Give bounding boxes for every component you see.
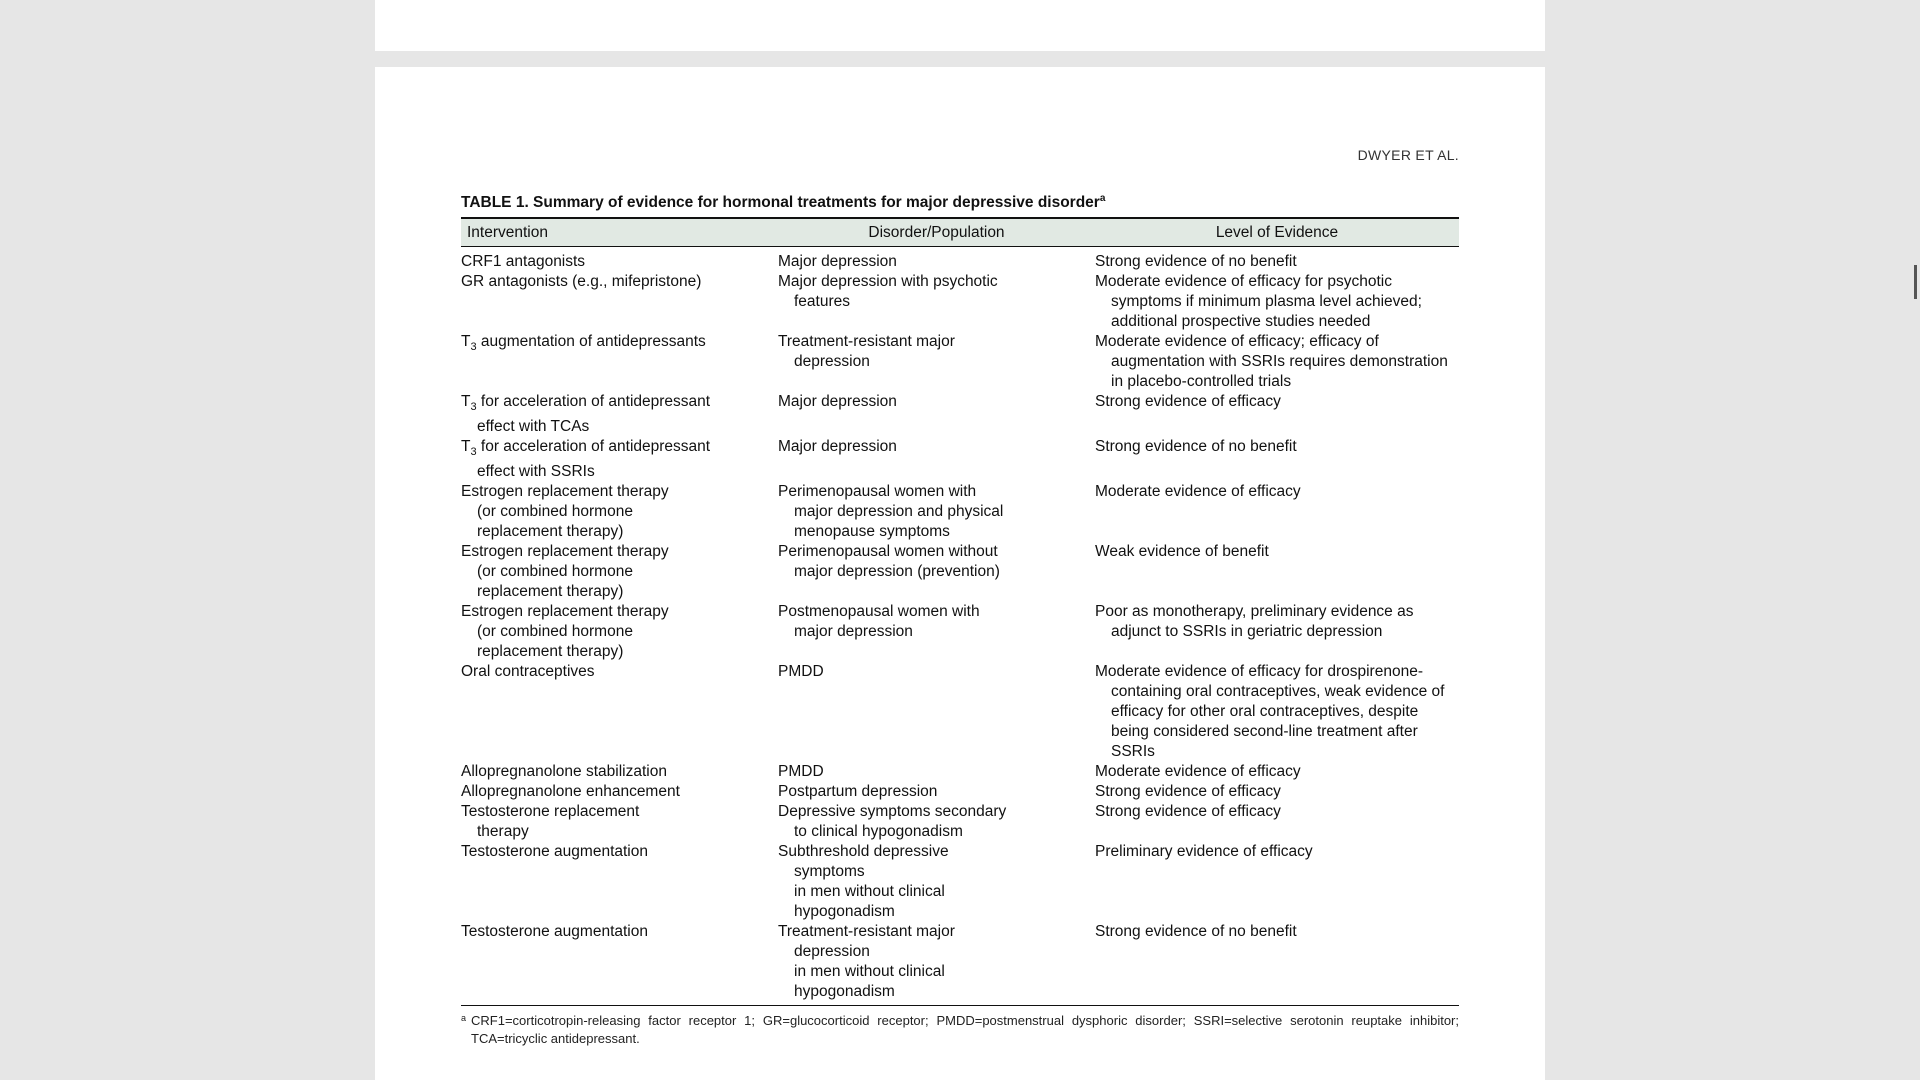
cell-line: Testosterone augmentation: [461, 843, 648, 861]
cell-line: major depression (prevention): [794, 563, 1000, 581]
document-page: [375, 67, 1545, 1080]
cell-intervention: [461, 602, 778, 662]
cell-intervention: [461, 392, 778, 437]
cell-evidence: [1095, 482, 1459, 542]
cell-line: Subthreshold depressive: [778, 843, 949, 861]
cell-line: Allopregnanolone stabilization: [461, 763, 667, 781]
cell-line: Major depression with psychotic: [778, 273, 998, 290]
cell-evidence: [1095, 802, 1459, 842]
table-row: [461, 782, 1459, 802]
cell-line: Postpartum depression: [778, 783, 938, 801]
cell-line: to clinical hypogonadism: [794, 823, 963, 841]
cell-evidence: [1095, 922, 1459, 1002]
table-row: [461, 252, 1459, 272]
cell-line: (or combined hormone: [477, 563, 633, 581]
cell-line: replacement therapy): [477, 523, 624, 541]
cell-intervention: [461, 332, 778, 392]
cell-line: Testosterone augmentation: [461, 923, 648, 941]
cell-line: Moderate evidence of efficacy: [1095, 483, 1301, 501]
cell-line: $T_3$ for acceleration of antidepressant: [461, 393, 711, 414]
cell-line: features: [794, 293, 851, 310]
cell-population: [778, 802, 1095, 842]
cell-line: effect with TCAs: [477, 418, 590, 436]
table-body: [461, 247, 1459, 1006]
cell-line: Moderate evidence of efficacy for psychotic: [1095, 273, 1392, 290]
table-title-text: TABLE 1. Summary of evidence for hormonal treatments for major depressive disorder: [461, 194, 1100, 212]
cell-intervention: [461, 922, 778, 1002]
cell-line: Estrogen replacement therapy: [461, 603, 669, 621]
header-evidence: Level of Evidence: [1215, 223, 1339, 241]
running-head: DWYER ET AL.: [1357, 147, 1459, 163]
cell-line: hypogonadism: [794, 983, 895, 1001]
cell-evidence: [1095, 437, 1459, 482]
cell-intervention: [461, 802, 778, 842]
cell-intervention: [461, 272, 778, 332]
cell-line: containing oral contraceptives, weak evidence of: [1111, 683, 1445, 701]
cell-population: [778, 602, 1095, 662]
cell-population: [778, 922, 1095, 1002]
cell-evidence: [1095, 662, 1459, 762]
cell-line: GR antagonists (e.g., mifepristone): [461, 273, 702, 290]
footnote-text: CRF1=corticotropin-releasing factor receptor 1; GR=glucocorticoid receptor; PMDD=postmenstrual dysphoric disorder; SSRI=selective serotonin reuptake inhibitor; TCA=tricyclic antidepressant.: [471, 1013, 1459, 1047]
cell-intervention: [461, 842, 778, 922]
cell-intervention: [461, 542, 778, 602]
cell-line: Treatment-resistant major: [778, 923, 955, 941]
cell-line: Strong evidence of efficacy: [1095, 393, 1281, 410]
cell-line: Estrogen replacement therapy: [461, 483, 669, 501]
table-row: [461, 802, 1459, 842]
cell-intervention: [461, 252, 778, 272]
cell-line: Postmenopausal women with: [778, 603, 980, 621]
cell-line: depression: [794, 353, 870, 370]
table-row: [461, 922, 1459, 1002]
cell-line: Major depression: [778, 253, 897, 270]
cell-line: in men without clinical: [794, 963, 945, 981]
table-row: [461, 272, 1459, 332]
cell-line: CRF1 antagonists: [461, 253, 586, 270]
cell-line: augmentation with SSRIs requires demonstration: [1111, 353, 1448, 370]
cell-line: Strong evidence of efficacy: [1095, 783, 1281, 801]
cell-evidence: [1095, 602, 1459, 662]
cell-line: Strong evidence of no benefit: [1095, 438, 1297, 456]
table-title: [461, 193, 1459, 213]
table-row: [461, 332, 1459, 392]
cell-evidence: [1095, 252, 1459, 272]
cell-evidence: [1095, 542, 1459, 602]
cell-intervention: [461, 782, 778, 802]
cell-line: replacement therapy): [477, 643, 624, 661]
cell-line: Strong evidence of no benefit: [1095, 253, 1297, 270]
table-footnote: [461, 1012, 1459, 1048]
cell-line: effect with SSRIs: [477, 463, 595, 481]
table-row: [461, 602, 1459, 662]
table-row: [461, 842, 1459, 922]
cell-line: Oral contraceptives: [461, 663, 595, 681]
cell-population: [778, 542, 1095, 602]
cell-line: Allopregnanolone enhancement: [461, 783, 680, 801]
cell-line: major depression: [794, 623, 913, 641]
table-title-footnote-mark: a: [1099, 193, 1106, 204]
cell-intervention: [461, 662, 778, 762]
cell-line: Poor as monotherapy, preliminary evidence as: [1095, 603, 1414, 621]
header-population: Disorder/Population: [868, 223, 1005, 241]
cell-line: symptoms: [794, 863, 865, 881]
table-header: [461, 217, 1459, 247]
cell-population: [778, 392, 1095, 437]
cell-line: PMDD: [778, 763, 824, 781]
table-row: [461, 762, 1459, 782]
cell-line: Preliminary evidence of efficacy: [1095, 843, 1313, 861]
table-row: [461, 482, 1459, 542]
cell-intervention: [461, 437, 778, 482]
cell-line: (or combined hormone: [477, 623, 633, 641]
cell-line: Strong evidence of no benefit: [1095, 923, 1297, 941]
cell-population: [778, 782, 1095, 802]
table-row: [461, 392, 1459, 437]
cell-population: [778, 437, 1095, 482]
cell-population: [778, 482, 1095, 542]
cell-line: major depression and physical: [794, 503, 1004, 521]
cell-population: [778, 662, 1095, 762]
previous-page: [375, 0, 1545, 51]
cell-line: Moderate evidence of efficacy; efficacy of: [1095, 333, 1379, 350]
cell-line: depression: [794, 943, 870, 961]
cell-evidence: [1095, 272, 1459, 332]
cell-population: [778, 762, 1095, 782]
cell-evidence: [1095, 842, 1459, 922]
cell-line: additional prospective studies needed: [1111, 313, 1371, 330]
cell-line: Moderate evidence of efficacy: [1095, 763, 1301, 781]
evidence-table: [461, 193, 1459, 1048]
cell-line: Major depression: [778, 393, 897, 410]
cell-line: therapy: [477, 823, 529, 841]
cell-line: PMDD: [778, 663, 824, 681]
cell-line: Treatment-resistant major: [778, 333, 955, 350]
cell-line: symptoms if minimum plasma level achieved;: [1111, 293, 1422, 310]
cell-line: efficacy for other oral contraceptives, despite: [1111, 703, 1419, 721]
cell-intervention: [461, 762, 778, 782]
cell-line: hypogonadism: [794, 903, 895, 921]
cell-line: Estrogen replacement therapy: [461, 543, 669, 561]
cell-line: Perimenopausal women without: [778, 543, 998, 561]
cell-line: (or combined hormone: [477, 503, 633, 521]
cell-evidence: [1095, 332, 1459, 392]
cell-population: [778, 252, 1095, 272]
cell-line: Perimenopausal women with: [778, 483, 977, 501]
scrollbar-thumb[interactable]: [1914, 265, 1917, 299]
cell-population: [778, 842, 1095, 922]
cell-line: being considered second-line treatment after: [1111, 723, 1418, 741]
table-row: [461, 437, 1459, 482]
footnote-mark: a: [461, 1013, 467, 1024]
cell-line: in men without clinical: [794, 883, 945, 901]
cell-line: in placebo-controlled trials: [1111, 373, 1292, 390]
header-intervention: Intervention: [467, 223, 548, 241]
cell-line: Depressive symptoms secondary: [778, 803, 1007, 821]
cell-line: Major depression: [778, 438, 897, 456]
cell-line: menopause symptoms: [794, 523, 950, 541]
cell-line: adjunct to SSRIs in geriatric depression: [1111, 623, 1383, 641]
cell-evidence: [1095, 392, 1459, 437]
table-row: [461, 662, 1459, 762]
cell-population: [778, 272, 1095, 332]
cell-line: Weak evidence of benefit: [1095, 543, 1269, 561]
cell-evidence: [1095, 762, 1459, 782]
table-row: [461, 542, 1459, 602]
cell-line: replacement therapy): [477, 583, 624, 601]
cell-intervention: [461, 482, 778, 542]
cell-line: SSRIs: [1111, 743, 1155, 761]
cell-line: $T_3$ augmentation of antidepressants: [461, 333, 706, 354]
cell-evidence: [1095, 782, 1459, 802]
cell-line: Strong evidence of efficacy: [1095, 803, 1281, 821]
cell-line: Moderate evidence of efficacy for drospirenone-: [1095, 663, 1423, 681]
cell-line: Testosterone replacement: [461, 803, 640, 821]
cell-line: $T_3$ for acceleration of antidepressant: [461, 438, 711, 459]
cell-population: [778, 332, 1095, 392]
